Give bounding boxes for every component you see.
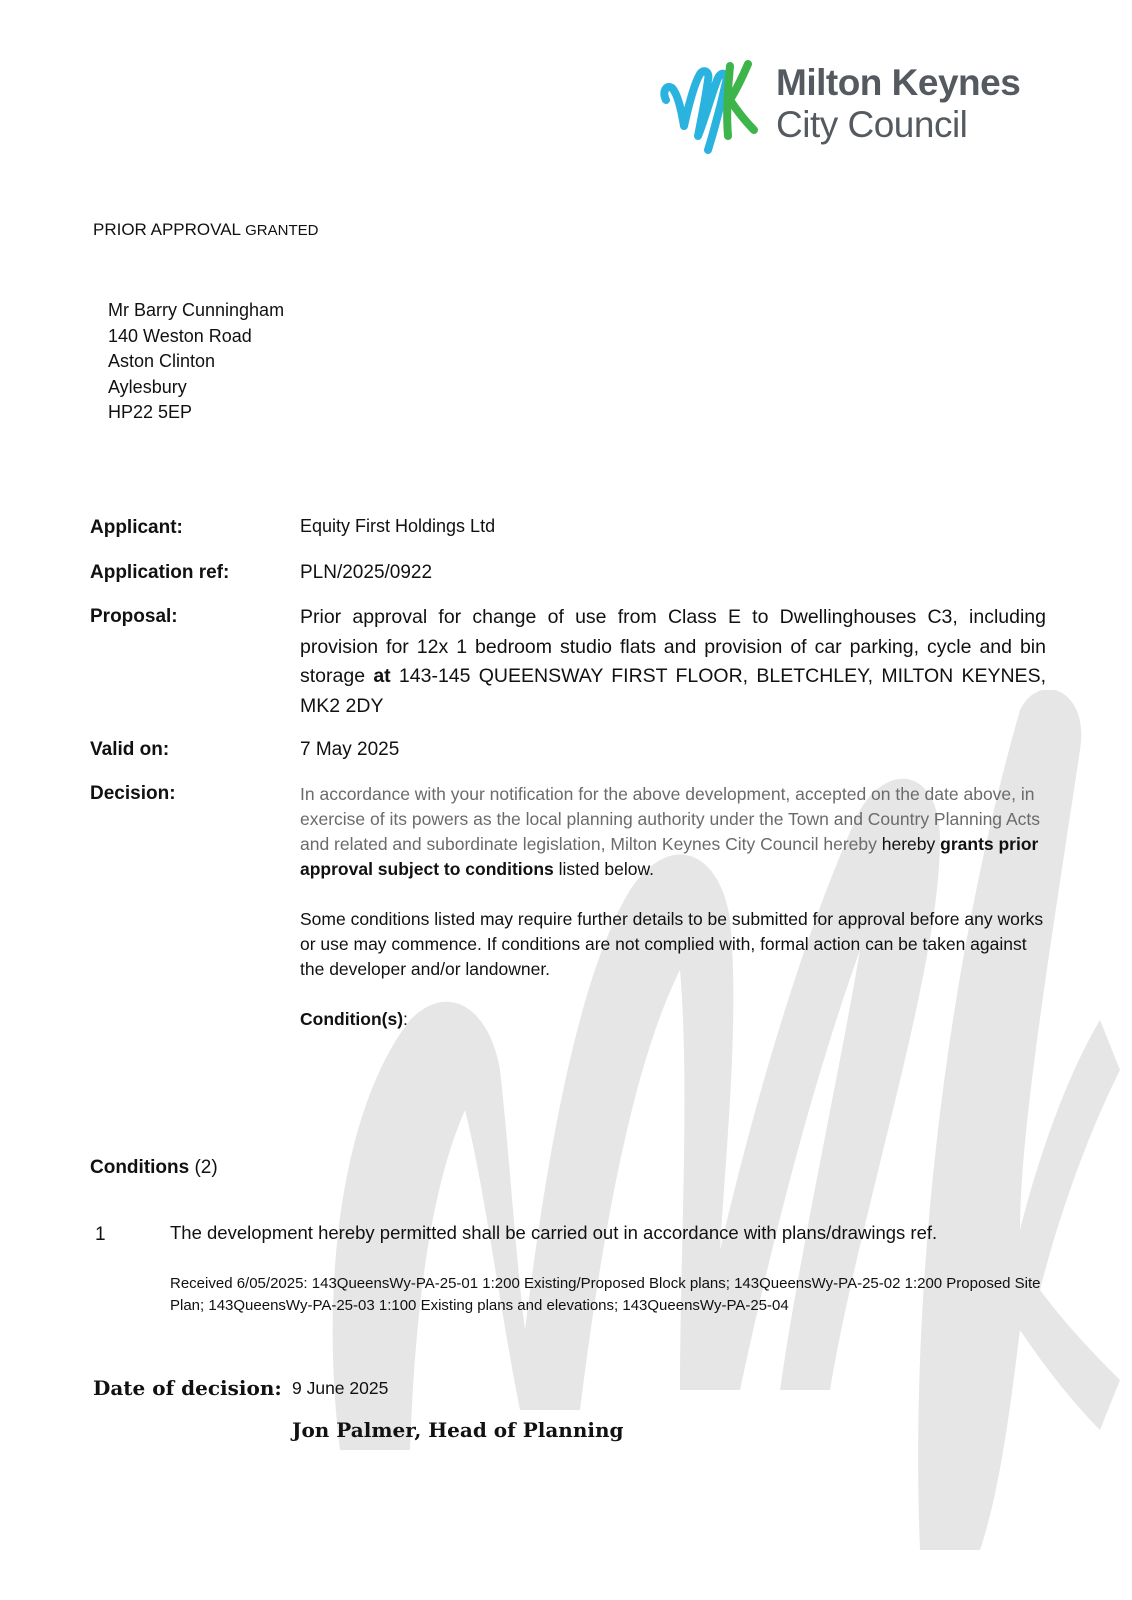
recipient-postcode: HP22 5EP	[108, 402, 193, 422]
org-name-line2: City Council	[776, 104, 968, 145]
date-of-decision-label: Date of decision:	[93, 1376, 282, 1400]
recipient-street: 140 Weston Road	[108, 325, 252, 346]
decision-conditions-label	[300, 1007, 1050, 1032]
status-title-small: GRANTED	[245, 222, 319, 239]
proposal-site: 143-145 QUEENSWAY FIRST FLOOR, BLETCHLEY, MILTON KEYNES, MK2 2DY	[300, 665, 1046, 717]
status-title	[93, 220, 318, 240]
conditions-heading-count: (2)	[194, 1157, 218, 1178]
org-name-line1: Milton Keynes	[776, 62, 1021, 103]
decision-text	[300, 782, 1050, 1032]
proposal-at: at	[373, 665, 391, 687]
conditions-label-colon: :	[403, 1009, 408, 1029]
decision-para1-bold: grants prior approval subject to conditions	[300, 834, 1039, 879]
decision-paragraph-1	[300, 782, 1050, 882]
application-ref-label: Application ref:	[90, 562, 230, 583]
applicant-value: Equity First Holdings Ltd	[300, 516, 496, 536]
decision-label: Decision:	[90, 783, 176, 804]
application-ref-value: PLN/2025/0922	[300, 562, 433, 583]
mk-logo-mark	[660, 58, 760, 158]
recipient-locality: Aston Clinton	[108, 351, 216, 371]
council-logo	[668, 58, 1068, 158]
condition-number: 1	[95, 1224, 106, 1245]
valid-on-label: Valid on:	[90, 739, 170, 760]
recipient-name: Mr Barry Cunningham	[108, 300, 285, 320]
logo-m-stroke	[664, 71, 726, 150]
recipient-address	[108, 298, 284, 426]
conditions-heading-bold: Conditions	[90, 1157, 190, 1178]
condition-detail: Received 6/05/2025: 143QueensWy-PA-25-01 1:200 Existing/Proposed Block plans; 143QueensWy-PA-25-02 1:200 Proposed Site Plan; 143QueensWy-PA-25-03 1:100 Existing plans and elevations; 143QueensWy-PA-25-04	[170, 1275, 1041, 1314]
signatory: Jon Palmer, Head of Planning	[292, 1418, 624, 1442]
condition-text: The development hereby permitted shall be carried out in accordance with plans/drawings ref.	[170, 1222, 938, 1243]
applicant-label: Applicant:	[90, 517, 183, 538]
recipient-town: Aylesbury	[108, 376, 187, 397]
proposal-description: Prior approval for change of use from Class E to Dwellinghouses C3, including provision for 12x 1 bedroom studio flats and provision of car parking, cycle and bin storage	[300, 606, 1046, 687]
valid-on-value: 7 May 2025	[300, 739, 400, 760]
status-title-main: PRIOR APPROVAL	[93, 220, 241, 239]
proposal-label: Proposal:	[90, 606, 178, 627]
decision-paragraph-2: Some conditions listed may require further details to be submitted for approval before any works or use may commence. If conditions are not complied with, formal action can be taken against the developer and/or landowner.	[300, 909, 1044, 979]
proposal-text	[300, 603, 1046, 721]
decision-para1-grey: In accordance with your notification for the above development, accepted on the date above, in exercise of its powers as the local planning authority under the Town and Country Planning Acts and related and subordinate legislation, Milton Keynes City Council hereby	[300, 784, 1040, 854]
decision-para1-tail: listed below.	[558, 859, 654, 879]
conditions-label-bold: Condition(s)	[300, 1009, 404, 1029]
conditions-heading	[90, 1157, 218, 1179]
decision-para1-dark: hereby	[881, 834, 936, 854]
logo-k-stroke	[727, 64, 754, 136]
date-of-decision-value: 9 June 2025	[292, 1378, 389, 1398]
